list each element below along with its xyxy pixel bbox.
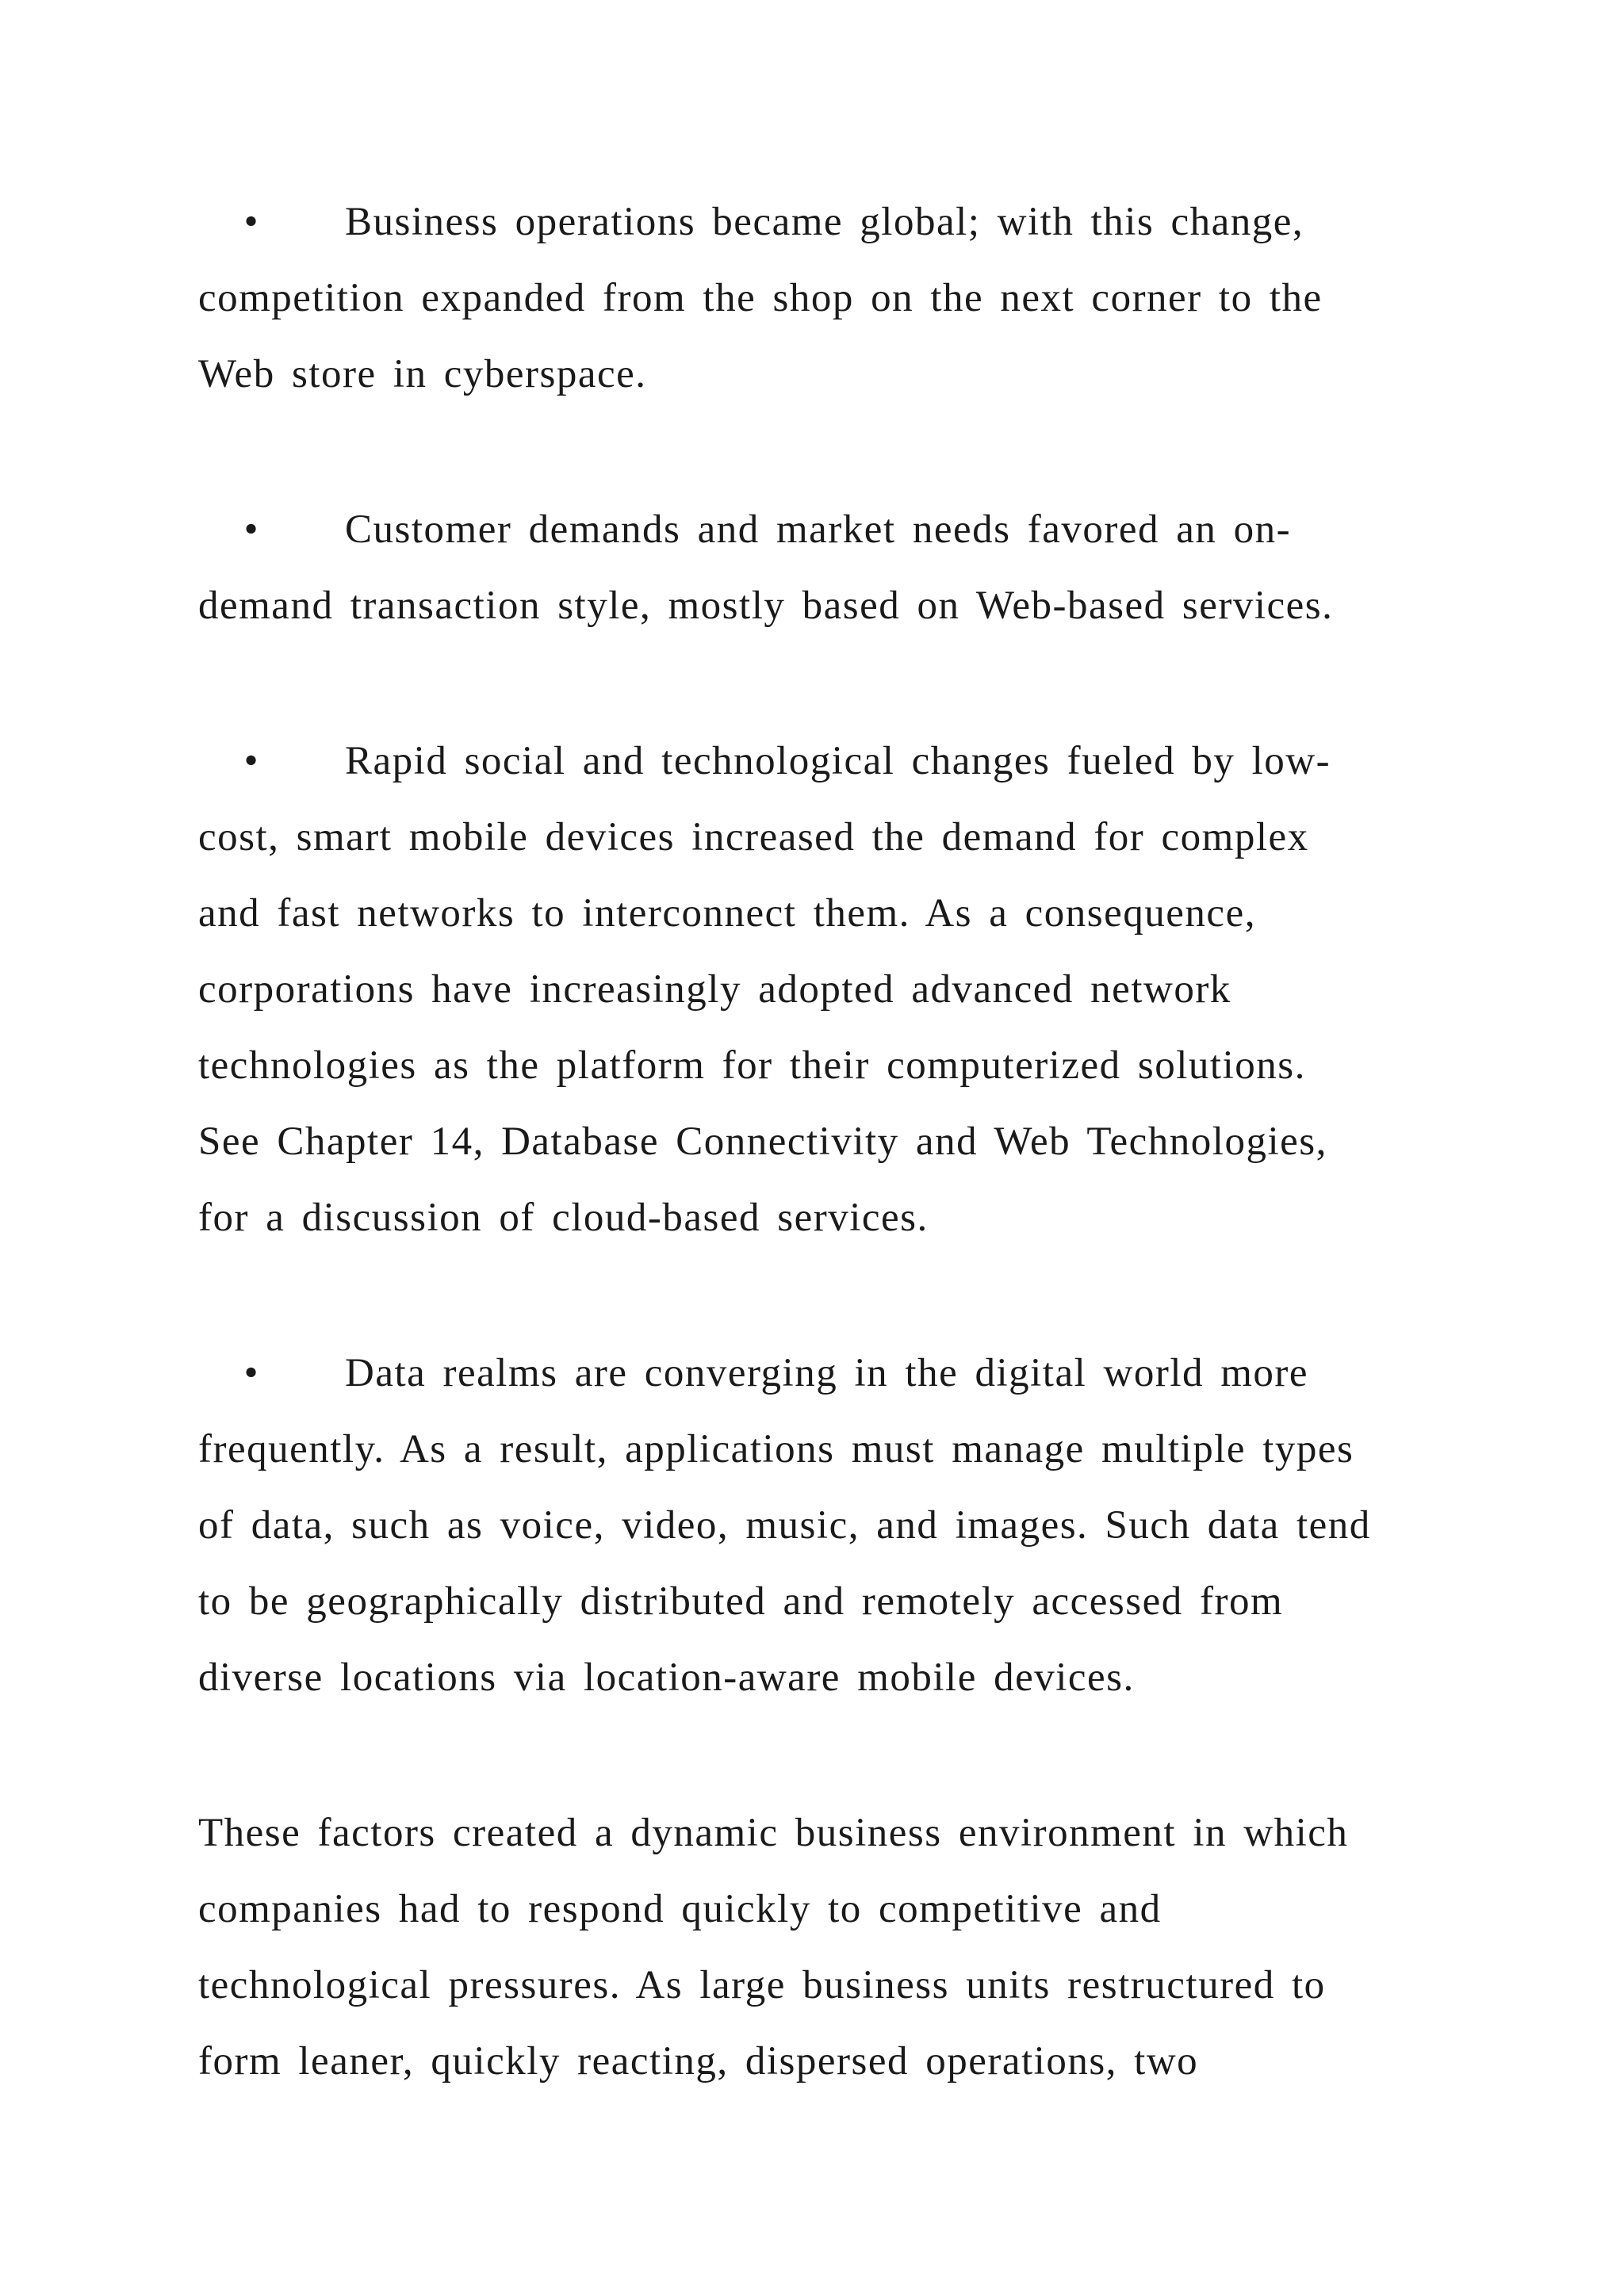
paragraph-line-4: form leaner, quickly reacting, dispersed operations, two (198, 2039, 1199, 2084)
bullet-4-line-2: frequently. As a result, applications must manage multiple types (198, 1427, 1354, 1471)
bullet-4-line-4: to be geographically distributed and remotely accessed from (198, 1579, 1284, 1624)
paragraph-line-3: technological pressures. As large business units restructured to (198, 1963, 1326, 2007)
bullet-1-line-2: competition expanded from the shop on the next corner to the (198, 276, 1323, 320)
bullet-2-line-1: Customer demands and market needs favored an on- (345, 507, 1292, 552)
bullet-3-line-6: See Chapter 14, Database Connectivity and Web Technologies, (198, 1119, 1327, 1164)
bullet-3-line-2: cost, smart mobile devices increased the demand for complex (198, 815, 1309, 859)
paragraph-line-2: companies had to respond quickly to competitive and (198, 1887, 1162, 1931)
bullet-4-line-3: of data, such as voice, video, music, and images. Such data tend (198, 1503, 1371, 1548)
bullet-3-line-3: and fast networks to interconnect them. As a consequence, (198, 891, 1256, 936)
bullet-1-line-3: Web store in cyberspace. (198, 352, 647, 396)
bullet-marker: • (243, 1351, 259, 1395)
bullet-marker: • (243, 739, 259, 783)
bullet-3-line-7: for a discussion of cloud-based services. (198, 1196, 929, 1240)
bullet-2-line-2: demand transaction style, mostly based on Web-based services. (198, 584, 1334, 628)
bullet-4-line-5: diverse locations via location-aware mobile devices. (198, 1655, 1135, 1700)
bullet-3-line-4: corporations have increasingly adopted advanced network (198, 967, 1231, 1012)
bullet-marker: • (243, 507, 259, 552)
bullet-1-line-1: Business operations became global; with this change, (345, 200, 1304, 244)
bullet-4-line-1: Data realms are converging in the digital world more (345, 1351, 1309, 1395)
bullet-3-line-1: Rapid social and technological changes fueled by low- (345, 739, 1331, 783)
bullet-3-line-5: technologies as the platform for their computerized solutions. (198, 1043, 1306, 1088)
bullet-marker: • (243, 200, 259, 244)
paragraph-line-1: These factors created a dynamic business environment in which (198, 1811, 1349, 1855)
